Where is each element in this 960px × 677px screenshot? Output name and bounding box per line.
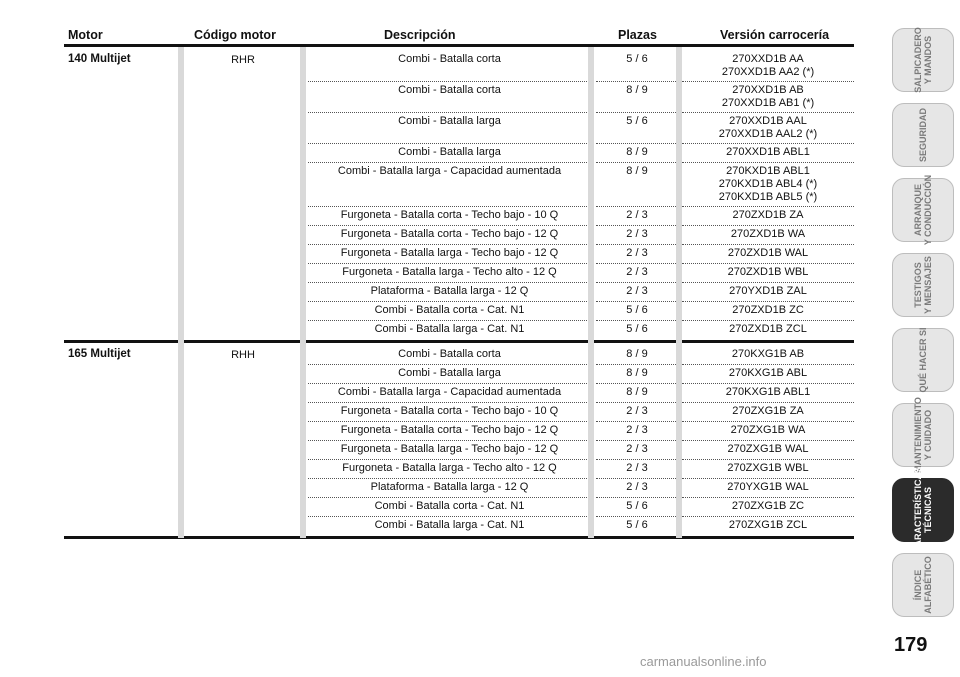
row-version [682,146,854,159]
row-divider [682,81,854,82]
row-seats: 2 / 3 [626,247,648,259]
row-description: Plataforma - Batalla larga - 12 Q [370,285,529,297]
column-separator [588,47,594,538]
row-divider [682,263,854,264]
row-description: Furgoneta - Batalla corta - Techo bajo - 10 Q [340,405,559,417]
row-divider [682,440,854,441]
row-divider [596,383,678,384]
row-version [682,228,854,241]
row-divider [308,440,591,441]
row-version [682,367,854,380]
row-divider [308,301,591,302]
row-divider [596,206,678,207]
row-divider [682,497,854,498]
row-seats: 8 / 9 [626,146,648,158]
tab-section[interactable] [892,397,954,473]
row-version [682,323,854,336]
page-number: 179 [894,634,928,656]
row-version [682,519,854,532]
column-separator [300,47,306,538]
row-divider [308,112,591,113]
row-divider [682,244,854,245]
column-separator [178,47,184,538]
version-code: 270ZXG1B WAL [727,443,809,455]
row-divider [682,206,854,207]
row-divider [682,225,854,226]
version-code: 270ZXG1B WBL [727,462,809,474]
row-seats: 2 / 3 [626,285,648,297]
tab-label: MANTENIMIENTO Y CUIDADO [913,397,933,473]
row-divider [596,516,678,517]
row-description: Furgoneta - Batalla larga - Techo alto - 12 Q [342,266,557,278]
tab-label: TESTIGOS Y MENSAJES [913,256,933,314]
version-code: 270KXG1B ABL1 [725,386,811,398]
motor-label: 140 Multijet [68,53,131,65]
row-description: Furgoneta - Batalla larga - Techo bajo - 12 Q [340,443,559,455]
row-divider [596,320,678,321]
version-code: 270ZXD1B ZC [732,304,804,316]
row-description: Combi - Batalla corta [398,53,501,65]
row-description: Plataforma - Batalla larga - 12 Q [370,481,529,493]
tab-label: SEGURIDAD [918,107,928,163]
version-code: 270YXD1B ZAL [729,285,807,297]
row-version [682,285,854,298]
row-description: Furgoneta - Batalla corta - Techo bajo - 12 Q [340,228,559,240]
row-divider [596,402,678,403]
row-description: Combi - Batalla larga [398,367,501,379]
watermark: carmanualsonline.info [640,654,767,669]
row-version [682,386,854,399]
version-code: 270XXD1B AAL2 (*) [718,128,818,140]
version-code: 270YXG1B WAL [727,481,809,493]
row-version [682,500,854,513]
row-seats: 2 / 3 [626,443,648,455]
engine-version-table [64,26,854,531]
column-separator [676,47,682,538]
row-seats: 5 / 6 [626,53,648,65]
row-divider [308,383,591,384]
version-code: 270KXG1B AB [731,348,805,360]
row-divider [596,364,678,365]
row-description: Furgoneta - Batalla corta - Techo bajo - 10 Q [340,209,559,221]
row-version [682,481,854,494]
row-divider [682,112,854,113]
row-divider [682,516,854,517]
row-seats: 5 / 6 [626,115,648,127]
version-code: 270XXD1B AB [732,84,804,96]
row-description: Combi - Batalla larga [398,115,501,127]
row-seats: 5 / 6 [626,323,648,335]
tab-label: CARACTERÍSTICAS TÉCNICAS [913,466,933,554]
version-code: 270KXD1B ABL5 (*) [718,191,818,203]
row-description: Combi - Batalla larga [398,146,501,158]
version-code: 270XXD1B AAL [729,115,807,127]
version-code: 270ZXG1B WA [730,424,806,436]
row-version [682,405,854,418]
version-code: 270ZXD1B WAL [727,247,809,259]
row-version [682,266,854,279]
row-description: Combi - Batalla corta - Cat. N1 [374,500,525,512]
row-divider [308,162,591,163]
row-divider [596,162,678,163]
row-divider [308,497,591,498]
row-divider [308,225,591,226]
motor-label: 165 Multijet [68,348,131,360]
row-divider [596,478,678,479]
row-divider [308,478,591,479]
row-seats: 2 / 3 [626,481,648,493]
row-seats: 8 / 9 [626,367,648,379]
row-seats: 8 / 9 [626,165,648,177]
row-divider [596,263,678,264]
version-code: 270XXD1B AA2 (*) [721,66,815,78]
version-code: 270ZXD1B WA [730,228,806,240]
row-seats: 5 / 6 [626,500,648,512]
row-divider [308,143,591,144]
header-description: Descripción [384,28,456,42]
row-divider [682,421,854,422]
engine-code: RHR [231,54,255,66]
header-version: Versión carrocería [720,28,830,42]
tab-section[interactable] [892,328,954,392]
version-code: 270ZXD1B ZA [732,209,804,221]
row-divider [308,282,591,283]
table-header [64,26,854,46]
row-divider [682,162,854,163]
version-code: 270ZXG1B ZC [731,500,805,512]
header-seats: Plazas [618,28,657,42]
header-code: Código motor [194,28,276,42]
row-description: Combi - Batalla corta [398,348,501,360]
row-version [682,165,854,204]
row-version [682,304,854,317]
row-divider [308,421,591,422]
row-divider [682,459,854,460]
row-version [682,209,854,222]
version-code: 270KXD1B ABL1 [726,165,810,177]
row-version [682,53,854,79]
row-description: Combi - Batalla larga - Capacidad aumentada [337,165,562,177]
version-code: 270ZXG1B ZCL [728,519,808,531]
row-seats: 2 / 3 [626,266,648,278]
row-seats: 5 / 6 [626,304,648,316]
row-description: Combi - Batalla larga - Cat. N1 [374,519,525,531]
row-divider [596,282,678,283]
row-description: Combi - Batalla larga - Cat. N1 [374,323,525,335]
tab-label: SALPICADERO Y MANDOS [913,27,933,93]
row-seats: 2 / 3 [626,405,648,417]
row-divider [596,301,678,302]
version-code: 270ZXD1B WBL [727,266,809,278]
tab-section[interactable] [892,174,954,246]
version-code: 270ZXD1B ZCL [729,323,807,335]
row-seats: 2 / 3 [626,209,648,221]
version-code: 270KXD1B ABL4 (*) [718,178,818,190]
row-divider [682,364,854,365]
row-divider [596,225,678,226]
row-description: Combi - Batalla corta - Cat. N1 [374,304,525,316]
version-code: 270ZXG1B ZA [732,405,804,417]
row-seats: 5 / 6 [626,519,648,531]
row-seats: 8 / 9 [626,348,648,360]
tab-section[interactable] [892,553,954,617]
row-divider [682,143,854,144]
row-divider [308,81,591,82]
tab-section[interactable] [892,28,954,92]
row-divider [596,440,678,441]
row-divider [682,383,854,384]
row-description: Furgoneta - Batalla larga - Techo bajo - 12 Q [340,247,559,259]
tab-section[interactable] [892,103,954,167]
row-divider [308,402,591,403]
row-divider [596,81,678,82]
row-version [682,424,854,437]
row-divider [308,459,591,460]
row-divider [596,143,678,144]
row-divider [308,206,591,207]
tab-label: ARRANQUE Y CONDUCCIÓN [913,174,933,246]
row-divider [596,244,678,245]
row-divider [682,301,854,302]
row-seats: 8 / 9 [626,386,648,398]
row-divider [596,112,678,113]
version-code: 270XXD1B ABL1 [726,146,810,158]
row-seats: 2 / 3 [626,228,648,240]
version-code: 270XXD1B AB1 (*) [721,97,815,109]
row-divider [596,421,678,422]
tab-section[interactable] [892,253,954,317]
engine-code: RHH [231,349,255,361]
row-divider [596,459,678,460]
row-divider [308,263,591,264]
header-motor: Motor [68,28,103,42]
row-seats: 2 / 3 [626,424,648,436]
version-code: 270XXD1B AA [732,53,804,65]
row-seats: 8 / 9 [626,84,648,96]
tab-section[interactable] [892,466,954,554]
row-divider [308,516,591,517]
row-description: Furgoneta - Batalla corta - Techo bajo - 12 Q [340,424,559,436]
row-version [682,115,854,141]
row-divider [682,282,854,283]
row-description: Combi - Batalla larga - Capacidad aumentada [337,386,562,398]
row-description: Furgoneta - Batalla larga - Techo alto - 12 Q [342,462,557,474]
row-divider [596,497,678,498]
row-version [682,462,854,475]
row-divider [682,402,854,403]
version-code: 270KXG1B ABL [728,367,808,379]
row-version [682,84,854,110]
row-divider [308,244,591,245]
row-seats: 2 / 3 [626,462,648,474]
row-version [682,247,854,260]
row-divider [308,320,591,321]
row-version [682,348,854,361]
tab-label: QUÉ HACER SI [918,327,928,393]
row-description: Combi - Batalla corta [398,84,501,96]
row-divider [308,364,591,365]
tab-label: ÍNDICE ALFABÉTICO [913,556,933,614]
row-version [682,443,854,456]
row-divider [682,320,854,321]
row-divider [682,478,854,479]
